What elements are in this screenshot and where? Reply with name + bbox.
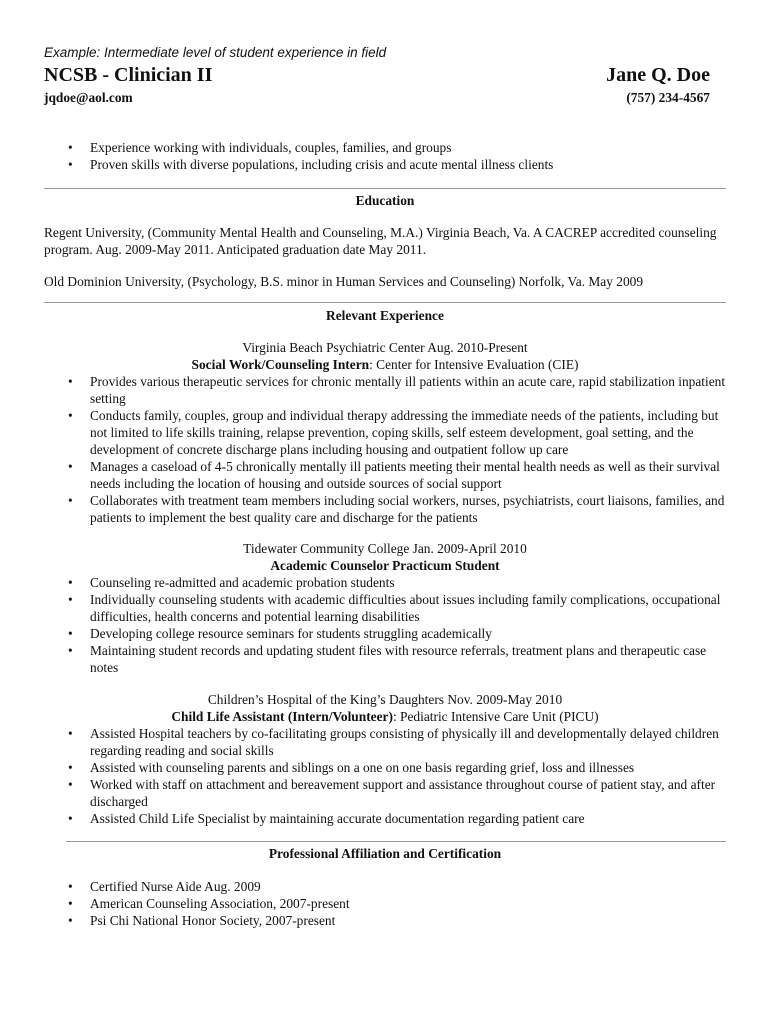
job-title-line — [44, 356, 726, 373]
email: jqdoe@aol.com — [44, 90, 133, 105]
job-title: Child Life Assistant (Intern/Volunteer) — [171, 709, 393, 724]
job-bullet: • Counseling re-admitted and academic probation students — [44, 574, 734, 591]
candidate-name: Jane Q. Doe — [606, 64, 710, 86]
education-entry: Regent University, (Community Mental Health and Counseling, M.A.) Virginia Beach, Va. A CACREP accredited counseling program. Aug. 2009-May 2011. Anticipated graduation date May 2011. — [44, 225, 717, 257]
divider — [66, 841, 726, 842]
job-bullet: • Developing college resource seminars for students struggling academically — [44, 625, 734, 642]
position-title: NCSB - Clinician II — [44, 64, 213, 86]
phone: (757) 234-4567 — [626, 90, 710, 105]
job-bullets — [44, 725, 734, 827]
job-org-line: Tidewater Community College Jan. 2009-April 2010 — [243, 541, 527, 556]
job-title-suffix: : Pediatric Intensive Care Unit (PICU) — [392, 709, 599, 724]
job-bullets — [44, 574, 734, 676]
summary-item: • Experience working with individuals, couples, families, and groups — [44, 139, 734, 156]
experience-heading: Relevant Experience — [326, 308, 444, 323]
job-bullets — [44, 373, 734, 526]
affiliation-item: • Certified Nurse Aide Aug. 2009 — [44, 878, 734, 895]
job-bullet: • Assisted Child Life Specialist by maintaining accurate documentation regarding patient care — [44, 810, 734, 827]
education-entry: Old Dominion University, (Psychology, B.S. minor in Human Services and Counseling) Norfolk, Va. May 2009 — [44, 274, 644, 289]
job-bullet: • Collaborates with treatment team members including social workers, nurses, psychiatrists, court liaisons, families, and patients to implement the best quality care and discharge for the patients — [44, 492, 734, 526]
example-note: Example: Intermediate level of student experience in field — [44, 45, 387, 60]
job-org-line: Virginia Beach Psychiatric Center Aug. 2010-Present — [242, 340, 528, 355]
affiliations-heading: Professional Affiliation and Certification — [268, 846, 502, 861]
job-title: Social Work/Counseling Intern — [191, 357, 370, 372]
job-bullet: • Assisted with counseling parents and siblings on a one on one basis regarding grief, loss and illnesses — [44, 759, 734, 776]
affiliation-item: • American Counseling Association, 2007-present — [44, 895, 734, 912]
education-heading: Education — [355, 193, 415, 208]
job-title-line — [44, 708, 726, 725]
job-title-suffix: : Center for Intensive Evaluation (CIE) — [369, 357, 579, 372]
job-bullet: • Manages a caseload of 4-5 chronically mentally ill patients meeting their mental health needs as well as their survival needs including the location of housing and outside sources of social support — [44, 458, 734, 492]
job-bullet: • Individually counseling students with academic difficulties about issues including family complications, occupational difficulties, health concerns and potential learning disabilities — [44, 591, 734, 625]
job-bullet: • Provides various therapeutic services for chronic mentally ill patients within an acute care, rapid stabilization inpatient setting — [44, 373, 734, 407]
affiliations-list — [44, 878, 734, 929]
affiliation-item: • Psi Chi National Honor Society, 2007-present — [44, 912, 734, 929]
divider — [44, 302, 726, 303]
job-bullet: • Conducts family, couples, group and individual therapy addressing the immediate needs of the patients, including but not limited to life skills training, relapse prevention, coping skills, self esteem development, goal setting, and the development of concrete discharge plans including housing and outpatient follow up care — [44, 407, 734, 458]
job-org-line: Children’s Hospital of the King’s Daughters Nov. 2009-May 2010 — [207, 692, 563, 707]
job-bullet: • Maintaining student records and updating student files with resource referrals, treatment plans and therapeutic case notes — [44, 642, 734, 676]
summary-item: • Proven skills with diverse populations, including crisis and acute mental illness clients — [44, 156, 734, 173]
job-bullet: • Assisted Hospital teachers by co-facilitating groups consisting of physically ill and developmentally delayed children regarding reading and social skills — [44, 725, 734, 759]
job-bullet: • Worked with staff on attachment and bereavement support and assistance throughout course of patient stay, and after discharged — [44, 776, 734, 810]
summary-list — [44, 139, 734, 173]
job-title: Academic Counselor Practicum Student — [270, 558, 500, 573]
divider — [44, 188, 726, 189]
